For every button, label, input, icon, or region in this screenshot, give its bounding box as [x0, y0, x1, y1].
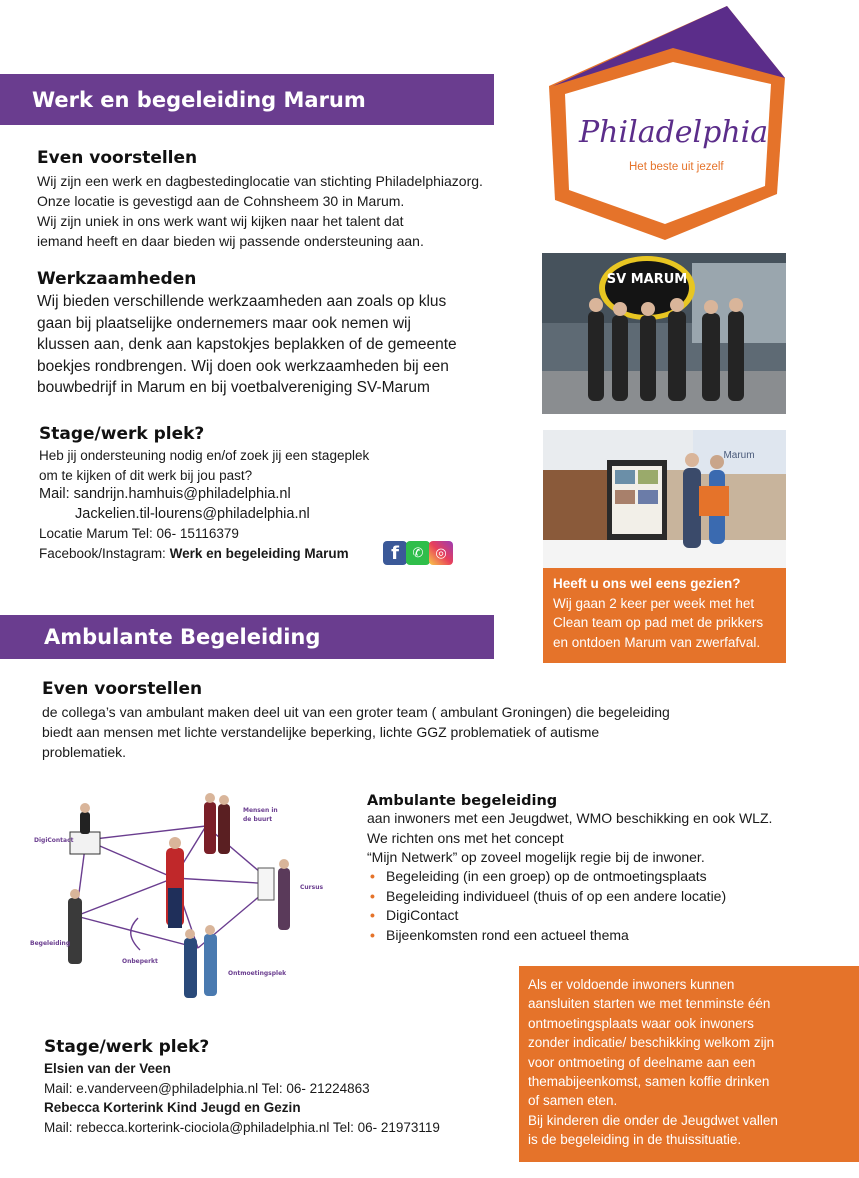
contact-name: Rebecca Korterink Kind Jeugd en Gezin [44, 1100, 301, 1115]
photo2-graphic [543, 430, 786, 568]
ambulant-intro-line: problematiek. [42, 744, 127, 760]
logo-wordmark: Philadelphia [579, 115, 769, 150]
stage-heading: Stage/werk plek? [39, 424, 205, 444]
callout-line: en ontdoen Marum van zwerfafval. [553, 634, 761, 650]
mail-label: Mail: [39, 486, 74, 502]
ambulant-intro-line: biedt aan mensen met lichte verstandelijke beperking, lichte GGZ problematiek of autisme [42, 724, 600, 740]
mail-line [39, 485, 369, 505]
callout-line: themabijeenkomst, samen koffie drinken [528, 1074, 770, 1090]
intro-line: Wij zijn uniek in ons werk want wij kijken naar het talent dat [37, 213, 404, 229]
callout-title: Heeft u ons wel eens gezien? [553, 576, 741, 591]
intro-line: Onze locatie is gevestigd aan de Cohnsheem 30 in Marum. [37, 193, 405, 209]
callout-line: Bij kinderen die onder de Jeugdwet vallen [528, 1112, 778, 1128]
work-line: Wij bieden verschillende werkzaamheden aan zoals op klus [37, 293, 447, 310]
photo1-sign: SV MARUM [606, 272, 688, 287]
list-item: • Begeleiding individueel (thuis of op een andere locatie) [367, 887, 726, 907]
mail-link-jackelien[interactable]: Jackelien.til-lourens@philadelphia.nl [75, 505, 310, 522]
contact-line[interactable]: Mail: e.vanderveen@philadelphia.nl Tel: 06- 21224863 [44, 1080, 370, 1096]
ab-paragraph [367, 809, 772, 868]
stage2-heading: Stage/werk plek? [44, 1037, 210, 1057]
intro-paragraph [37, 171, 483, 251]
callout-line: Clean team op pad met de prikkers [553, 615, 764, 630]
label-begeleiding: Begeleiding [30, 940, 71, 947]
contact-line[interactable]: Mail: rebecca.korterink-ciociola@philadelphia.nl Tel: 06- 21973119 [44, 1119, 440, 1135]
network-graphic [28, 788, 328, 1010]
intro-line: Wij zijn een werk en dagbestedinglocatie van stichting Philadelphiazorg. [37, 173, 483, 189]
section-banner-ambulant: Ambulante Begeleiding [0, 615, 494, 659]
photo1-graphic [542, 253, 786, 414]
network-diagram [28, 788, 328, 1010]
ab-heading: Ambulante begeleiding [367, 793, 558, 809]
work-paragraph [37, 291, 457, 399]
label-onbeperkt: Onbeperkt [122, 958, 158, 965]
phone-line: Locatie Marum Tel: 06- 15116379 [39, 526, 239, 541]
callout-line: Wij gaan 2 keer per week met het [553, 595, 755, 611]
social-label: Facebook/Instagram: [39, 545, 170, 561]
callout-line: Als er voldoende inwoners kunnen [528, 977, 735, 992]
logo-tagline: Het beste uit jezelf [629, 161, 724, 173]
list-item: • Bijeenkomsten rond een actueel thema [367, 926, 726, 946]
photo-sv-marum-team [542, 253, 786, 414]
callout-line: zonder indicatie/ beschikking welkom zijn [528, 1035, 775, 1051]
callout-line: voor ontmoeting of deelname aan een [528, 1054, 756, 1070]
social-name: Werk en begeleiding Marum [169, 545, 349, 561]
label-mensen: Mensen in [243, 807, 278, 814]
intro-line: iemand heeft en daar bieden wij passende ondersteuning aan. [37, 233, 424, 249]
photo2-banner: Marum [723, 450, 755, 461]
photo-presentation [543, 430, 786, 568]
ab-bullet-list [367, 867, 726, 945]
contact-name: Elsien van der Veen [44, 1061, 171, 1076]
ambulant-intro-heading: Even voorstellen [42, 679, 203, 699]
callout-clean-team [543, 568, 786, 663]
stage-paragraph [39, 446, 369, 563]
intro-heading: Even voorstellen [37, 148, 198, 168]
work-line: gaan bij plaatselijke ondernemers maar ook nemen wij [37, 314, 411, 332]
instagram-icon[interactable]: ◎ [429, 541, 453, 565]
section-banner-werk: Werk en begeleiding Marum [0, 74, 494, 125]
ambulant-intro-paragraph [42, 702, 670, 762]
facebook-icon[interactable]: f [383, 541, 407, 565]
whatsapp-icon[interactable]: ✆ [406, 541, 430, 565]
work-line: boekjes rondbrengen. Wij doen ook werkzaamheden bij een [37, 357, 449, 375]
work-line: bouwbedrijf in Marum en bij voetbalvereniging SV-Marum [37, 379, 430, 396]
philadelphia-logo [545, 4, 790, 244]
list-item: • DigiContact [367, 906, 726, 926]
callout-line: of samen eten. [528, 1093, 618, 1109]
ab-line: We richten ons met het concept [367, 829, 564, 846]
label-cursus: Cursus [300, 884, 324, 891]
callout-line: aansluiten starten we met tenminste één [528, 996, 771, 1012]
ambulant-intro-line: de collega’s van ambulant maken deel uit van een groter team ( ambulant Groningen) die begeleiding [42, 704, 670, 720]
work-line: klussen aan, denk aan kapstokjes beplakken of de gemeente [37, 336, 457, 353]
label-buurt: de buurt [243, 816, 273, 823]
stage2-contacts [44, 1059, 440, 1137]
callout-ontmoetingsplaats [519, 966, 859, 1162]
mail-link-sandrijn[interactable]: sandrijn.hamhuis@philadelphia.nl [73, 486, 291, 502]
ab-line: “Mijn Netwerk” op zoveel mogelijk regie bij de inwoner. [367, 849, 705, 865]
work-heading: Werkzaamheden [37, 269, 197, 289]
list-item: • Begeleiding (in een groep) op de ontmoetingsplaats [367, 867, 726, 887]
label-ontmoetingsplek: Ontmoetingsplek [228, 970, 287, 977]
callout-line: ontmoetingsplaats waar ook inwoners [528, 1015, 754, 1031]
callout-line: is de begeleiding in de thuissituatie. [528, 1132, 742, 1148]
stage-line: Heb jij ondersteuning nodig en/of zoek jij een stageplek [39, 448, 370, 463]
stage-line: om te kijken of dit werk bij jou past? [39, 467, 253, 483]
label-digicontact: DigiContact [34, 837, 74, 844]
logo-graphic [545, 4, 790, 244]
ab-line: aan inwoners met een Jeugdwet, WMO beschikking en ook WLZ. [367, 810, 773, 826]
social-line [39, 544, 369, 564]
